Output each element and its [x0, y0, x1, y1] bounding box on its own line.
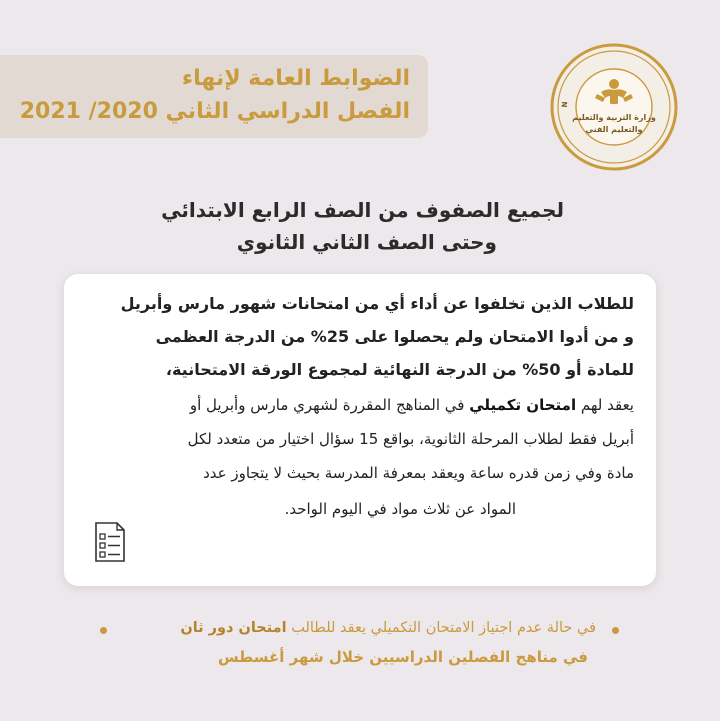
footer-line-2: في مناهج الفصلين الدراسيين خلال شهر أغسطس: [217, 648, 588, 666]
page-title-line2: الفصل الدراسي الثاني 2020/ 2021: [19, 99, 410, 124]
card-line-7: المواد عن ثلاث مواد في اليوم الواحد.: [284, 500, 516, 518]
page-title-line1: الضوابط العامة لإنهاء: [181, 66, 410, 91]
card-line-4: [190, 396, 634, 414]
footer-line-1: [180, 620, 596, 636]
subtitle-line2: وحتى الصف الثاني الثانوي: [236, 230, 497, 254]
card-line-4-highlight: امتحان تكميلي: [469, 396, 577, 414]
card-line-4-pre: يعقد لهم: [576, 396, 634, 414]
seal-icon: [549, 42, 679, 172]
footer-line-1-pre: في حالة عدم اجتياز الامتحان التكميلي يعقد للطالب: [286, 620, 596, 636]
card-line-3: للمادة أو 50% من الدرجة النهائية لمجموع الورقة الامتحانية،: [165, 360, 634, 379]
card-line-1: للطلاب الذين تخلفوا عن أداء أي من امتحانات شهور مارس وأبريل: [120, 294, 634, 313]
checklist-document-icon: [93, 521, 127, 563]
info-card: [64, 274, 656, 586]
svg-text:MINISTRY OF EDUCATION AND TECH: N: [559, 100, 570, 108]
card-line-6: مادة وفي زمن قدره ساعة ويعقد بمعرفة المدرسة بحيث لا يتجاوز عدد: [203, 464, 634, 482]
svg-text:وزارة التربية والتعليم: وزارة التربية والتعليم: [572, 113, 656, 122]
svg-text:والتعليم الفني: والتعليم الفني: [585, 125, 643, 134]
footer-bullet-2: [100, 627, 107, 634]
footer-line-1-highlight: امتحان دور ثان: [180, 620, 287, 636]
ministry-seal-logo: [549, 42, 679, 172]
card-line-5: أبريل فقط لطلاب المرحلة الثانوية، بواقع 15 سؤال اختيار من متعدد لكل: [187, 430, 634, 448]
subtitle-line1: لجميع الصفوف من الصف الرابع الابتدائي: [161, 198, 564, 222]
footer-bullet-1: [612, 627, 619, 634]
card-line-4-post: في المناهج المقررة لشهري مارس وأبريل أو: [189, 396, 470, 414]
card-line-2: و من أدوا الامتحان ولم يحصلوا على 25% من الدرجة العظمى: [155, 327, 634, 346]
